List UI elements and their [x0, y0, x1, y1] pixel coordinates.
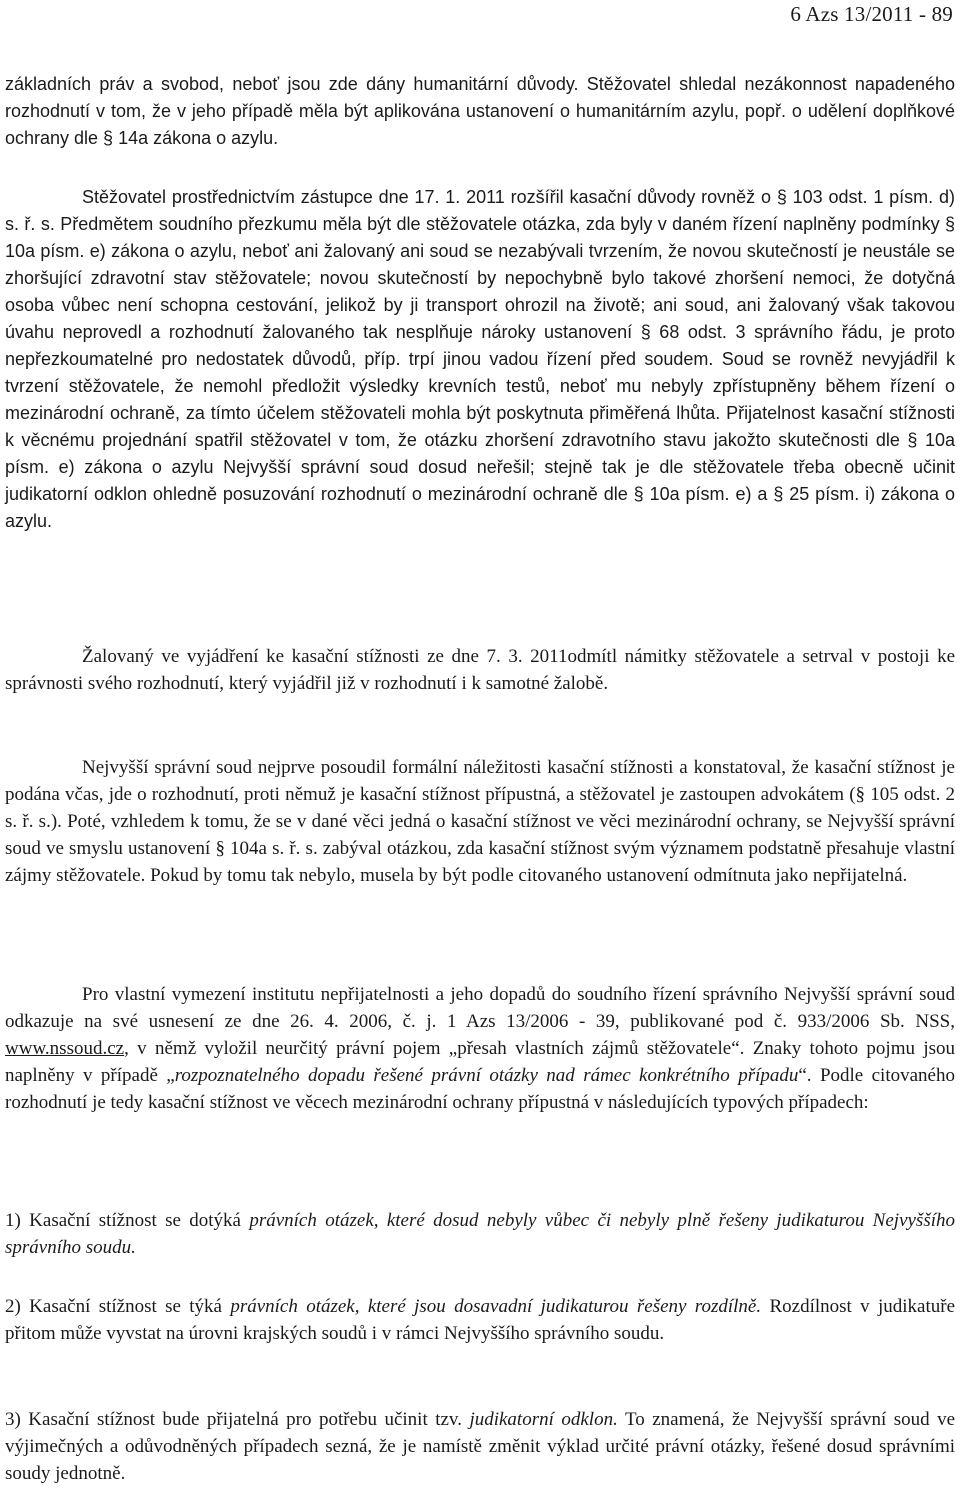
case-3-lead: 3) Kasační stížnost bude přijatelná pro potřebu učinit tzv.	[5, 1409, 470, 1430]
paragraph-respondent-statement: Žalovaný ve vyjádření ke kasační stížnosti ze dne 7. 3. 2011odmítl námitky stěžovatele a setrval v postoji ke správnosti svého rozhodnutí, který vyjádřil již v rozhodnutí i k samotné žalobě.	[5, 646, 955, 694]
case-3-tail: To znamená, že Nejvyšší správní soud ve výjimečných a odůvodněných případech sezná, že je namístě změnit výklad určité právní otázky, řešené dosud správními soudy jednotně.	[5, 1409, 956, 1484]
case-3-italic: judikatorní odklon.	[469, 1409, 618, 1430]
case-1-lead: 1) Kasační stížnost se dotýká	[5, 1210, 250, 1231]
text-segment: , v němž vyložil neurčitý právní pojem „přesah vlastních zájmů stěžovatele“. Znaky tohoto pojmu jsou naplněny v případě „	[5, 1038, 955, 1086]
case-2-italic: právních otázek, které jsou dosavadní judikaturou řešeny rozdílně.	[230, 1296, 762, 1317]
nssoud-website-link[interactable]: www.nssoud.cz	[5, 1038, 125, 1059]
paragraph-inadmissibility-reference	[5, 981, 955, 1116]
italic-definition: rozpoznatelného dopadu řešené právní otázky nad rámec konkrétního případu	[174, 1065, 799, 1086]
case-2-lead: 2) Kasační stížnost se týká	[5, 1296, 231, 1317]
paragraph-admissibility-assessment: Nejvyšší správní soud nejprve posoudil formální náležitosti kasační stížnosti a konstatoval, že kasační stížnost je podána včas, jde o rozhodnutí, proti němuž je kasační stížnost přípustná, a stěžovatel je zastoupen advokátem (§ 105 odst. 2 s. ř. s.). Poté, vzhledem k tomu, že se v dané věci jedná o kasační stížnost ve věci mezinárodní ochrany, se Nejvyšší správní soud ve smyslu ustanovení § 104a s. ř. s. zabýval otázkou, zda kasační stížnost svým významem podstatně přesahuje vlastní zájmy stěžovatele. Pokud by tomu tak nebylo, musela by být podle citovaného ustanovení odmítnuta jako nepřijatelná.	[5, 757, 955, 886]
list-item-case-1	[5, 1207, 955, 1261]
paragraph-humanitarian-grounds: základních práv a svobod, neboť jsou zde dány humanitární důvody. Stěžovatel shledal nezákonnost napadeného rozhodnutí v tom, že v jeho případě měla být aplikována ustanovení o humanitárním azylu, popř. o udělení doplňkové ochrany dle § 14a zákona o azylu.	[5, 74, 955, 148]
list-item-case-2	[5, 1293, 955, 1347]
list-item-case-3	[5, 1406, 955, 1487]
case-2-tail: Rozdílnost v judikatuře přitom může vyvstat na úrovni krajských soudů i v rámci Nejvyššího správního soudu.	[5, 1296, 956, 1344]
paragraph-extended-grounds: Stěžovatel prostřednictvím zástupce dne 17. 1. 2011 rozšířil kasační důvody rovněž o § 103 odst. 1 písm. d) s. ř. s. Předmětem soudního přezkumu měla být dle stěžovatele otázka, zda byly v daném řízení naplněny podmínky § 10a písm. e) zákona o azylu, neboť ani žalovaný ani soud se nezabývali tvrzením, že novou skutečností je neustále se zhoršující zdravotní stav stěžovatele; novou skutečností by nepochybně bylo takové zhoršení nemoci, že dotyčná osoba vůbec není schopna cestování, jelikož by ji transport ohrozil na životě; ani soud, ani žalovaný však takovou úvahu neprovedl a rozhodnutí žalovaného tak nesplňuje nároky ustanovení § 68 odst. 3 správního řádu, je proto nepřezkoumatelné pro nedostatek důvodů, příp. trpí jinou vadou řízení před soudem. Soud se rovněž nevyjádřil k tvrzení stěžovatele, že nemohl předložit výsledky krevních testů, neboť mu nebyly zpřístupněny během řízení o mezinárodní ochraně, za tímto účelem stěžovateli mohla být poskytnuta přiměřená lhůta. Přijatelnost kasační stížnosti k věcnému projednání spatřil stěžovatel v tom, že otázku zhoršení zdravotního stavu jakožto skutečnosti dle § 10a písm. e) zákona o azylu Nejvyšší správní soud dosud neřešil; stejně tak je dle stěžovatele třeba obecně učinit judikatorní odklon ohledně posuzování rozhodnutí o mezinárodní ochraně dle § 10a písm. e) a § 25 písm. i) zákona o azylu.	[5, 187, 955, 531]
case-1-italic: právních otázek, které dosud nebyly vůbec či nebyly plně řešeny judikaturou Nejvyššího správního soudu.	[5, 1210, 956, 1258]
text-segment: Pro vlastní vymezení institutu nepřijatelnosti a jeho dopadů do soudního řízení správního Nejvyšší správní soud odkazuje na své usnesení ze dne 26. 4. 2006, č. j. 1 Azs 13/2006 - 39, publikované pod č. 933/2006 Sb. NSS,	[5, 984, 955, 1032]
page-header-reference: 6 Azs 13/2011 - 89	[790, 2, 953, 26]
text-segment: “. Podle citovaného rozhodnutí je tedy kasační stížnost ve věcech mezinárodní ochrany přípustná v následujících typových případech:	[5, 1065, 955, 1113]
